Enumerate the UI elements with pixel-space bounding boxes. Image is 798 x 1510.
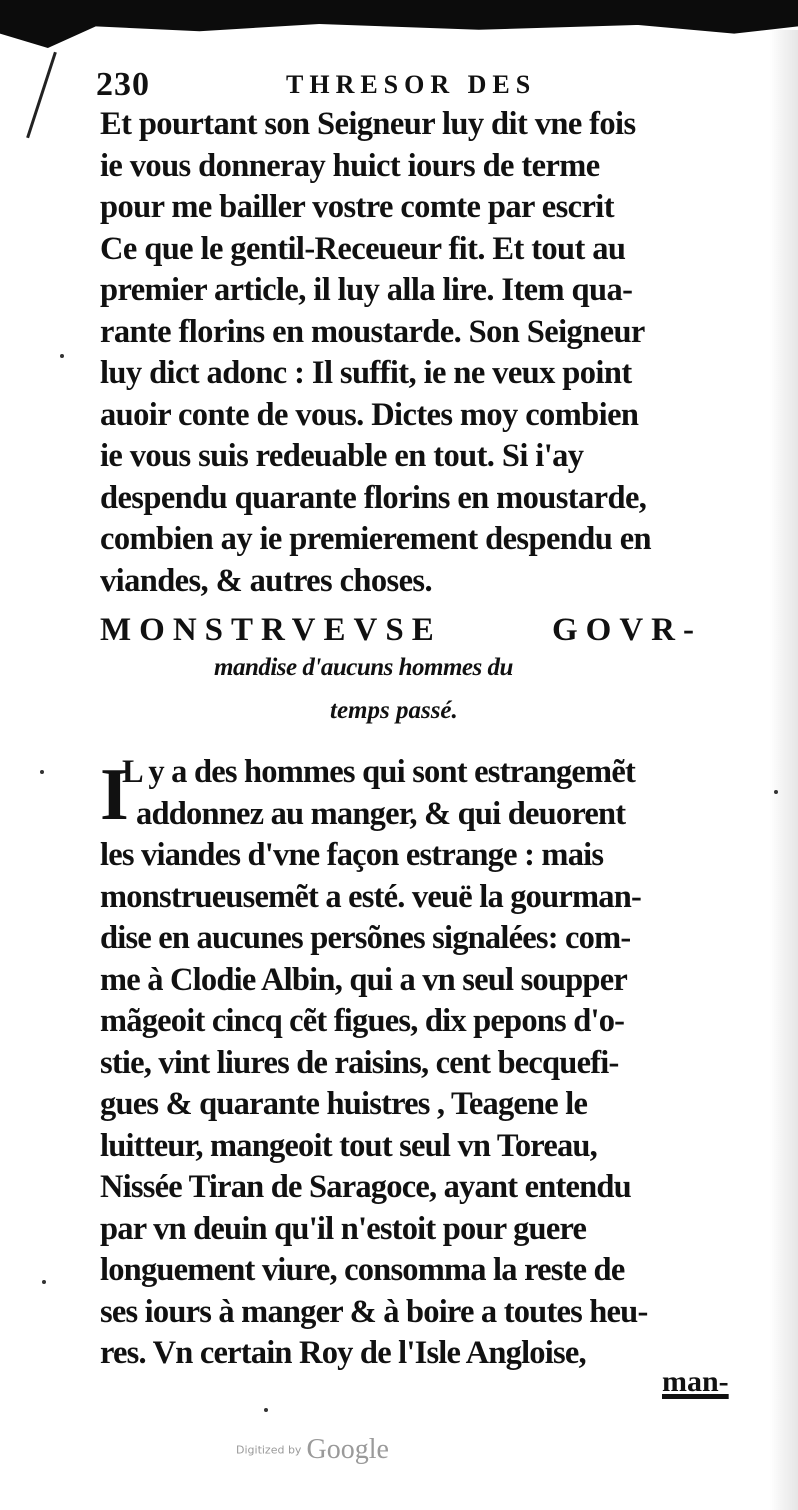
text-line: res. Vn certain Roy de l'Isle Angloise, <box>100 1335 586 1371</box>
margin-mark <box>26 52 57 139</box>
text-line: dise en aucunes persõnes signalées: com- <box>100 920 631 956</box>
section-heading <box>100 612 750 649</box>
page-number: 230 <box>96 66 150 103</box>
ink-speck <box>774 790 778 794</box>
text-line: mãgeoit cincq cẽt figues, dix pepons d'o- <box>100 1003 625 1039</box>
ink-speck <box>40 770 44 774</box>
page-edge-shadow <box>770 30 798 1510</box>
text-line: L y a des hommes qui sont estrangemẽt <box>122 754 635 790</box>
heading-word-1: MONSTRVEVSE <box>100 612 442 648</box>
running-title: THRESOR DES <box>286 70 537 99</box>
paragraph-2 <box>100 752 750 1375</box>
ink-speck <box>264 1408 268 1412</box>
heading-word-2: GOVR- <box>552 612 702 648</box>
text-line: gues & quarante huistres , Teagene le <box>100 1086 588 1122</box>
text-line: ie vous donneray huict iours de terme <box>100 147 600 184</box>
ink-speck <box>60 354 64 358</box>
text-line: Ce que le gentil-Receueur fit. Et tout au <box>100 230 626 267</box>
text-line: longuement viure, consomma la reste de <box>100 1252 625 1288</box>
text-line: premier article, il luy alla lire. Item qua- <box>100 272 633 308</box>
text-line: ses iours à manger & à boire a toutes heu- <box>100 1293 648 1330</box>
text-line: Et pourtant son Seigneur luy dit vne fois <box>100 106 636 142</box>
binding-shadow <box>0 0 798 48</box>
paragraph-1 <box>100 104 740 602</box>
text-line: rante florins en moustarde. Son Seigneur <box>100 313 645 350</box>
page-header <box>96 60 736 106</box>
text-line: me à Clodie Albin, qui a vn seul soupper <box>100 961 627 998</box>
text-line: pour me bailler vostre comte par escrit <box>100 189 614 225</box>
watermark-small-text: Digitized by <box>236 1443 302 1457</box>
section-subheading-1: mandise d'aucuns hommes du <box>214 654 513 681</box>
text-line: luy dict adonc : Il suffit, ie ne veux point <box>100 355 632 391</box>
text-line: auoir conte de vous. Dictes moy combien <box>100 396 639 433</box>
watermark-logo-text: Google <box>306 1434 389 1465</box>
ink-speck <box>42 1280 46 1284</box>
text-line: addonnez au manger, & qui deuorent <box>136 795 626 832</box>
text-line: par vn deuin qu'il n'estoit pour guere <box>100 1210 587 1247</box>
text-line: despendu quarante florins en moustarde, <box>100 479 647 516</box>
text-line: ie vous suis redeuable en tout. Si i'ay <box>100 438 584 474</box>
text-line: luitteur, mangeoit tout seul vn Toreau, <box>100 1127 597 1164</box>
drop-cap: I <box>100 754 129 836</box>
google-watermark <box>236 1434 389 1466</box>
text-line: viandes, & autres choses. <box>100 562 432 599</box>
text-line: Nissée Tiran de Saragoce, ayant entendu <box>100 1169 631 1205</box>
text-line: monstrueusemẽt a esté. veuë la gourman- <box>100 878 642 915</box>
text-line: combien ay ie premierement despendu en <box>100 521 652 557</box>
text-line: stie, vint liures de raisins, cent becquefi- <box>100 1044 619 1081</box>
section-subheading-2: temps passé. <box>330 697 458 724</box>
catchword: man- <box>662 1365 729 1398</box>
text-line: les viandes d'vne façon estrange : mais <box>100 837 604 873</box>
